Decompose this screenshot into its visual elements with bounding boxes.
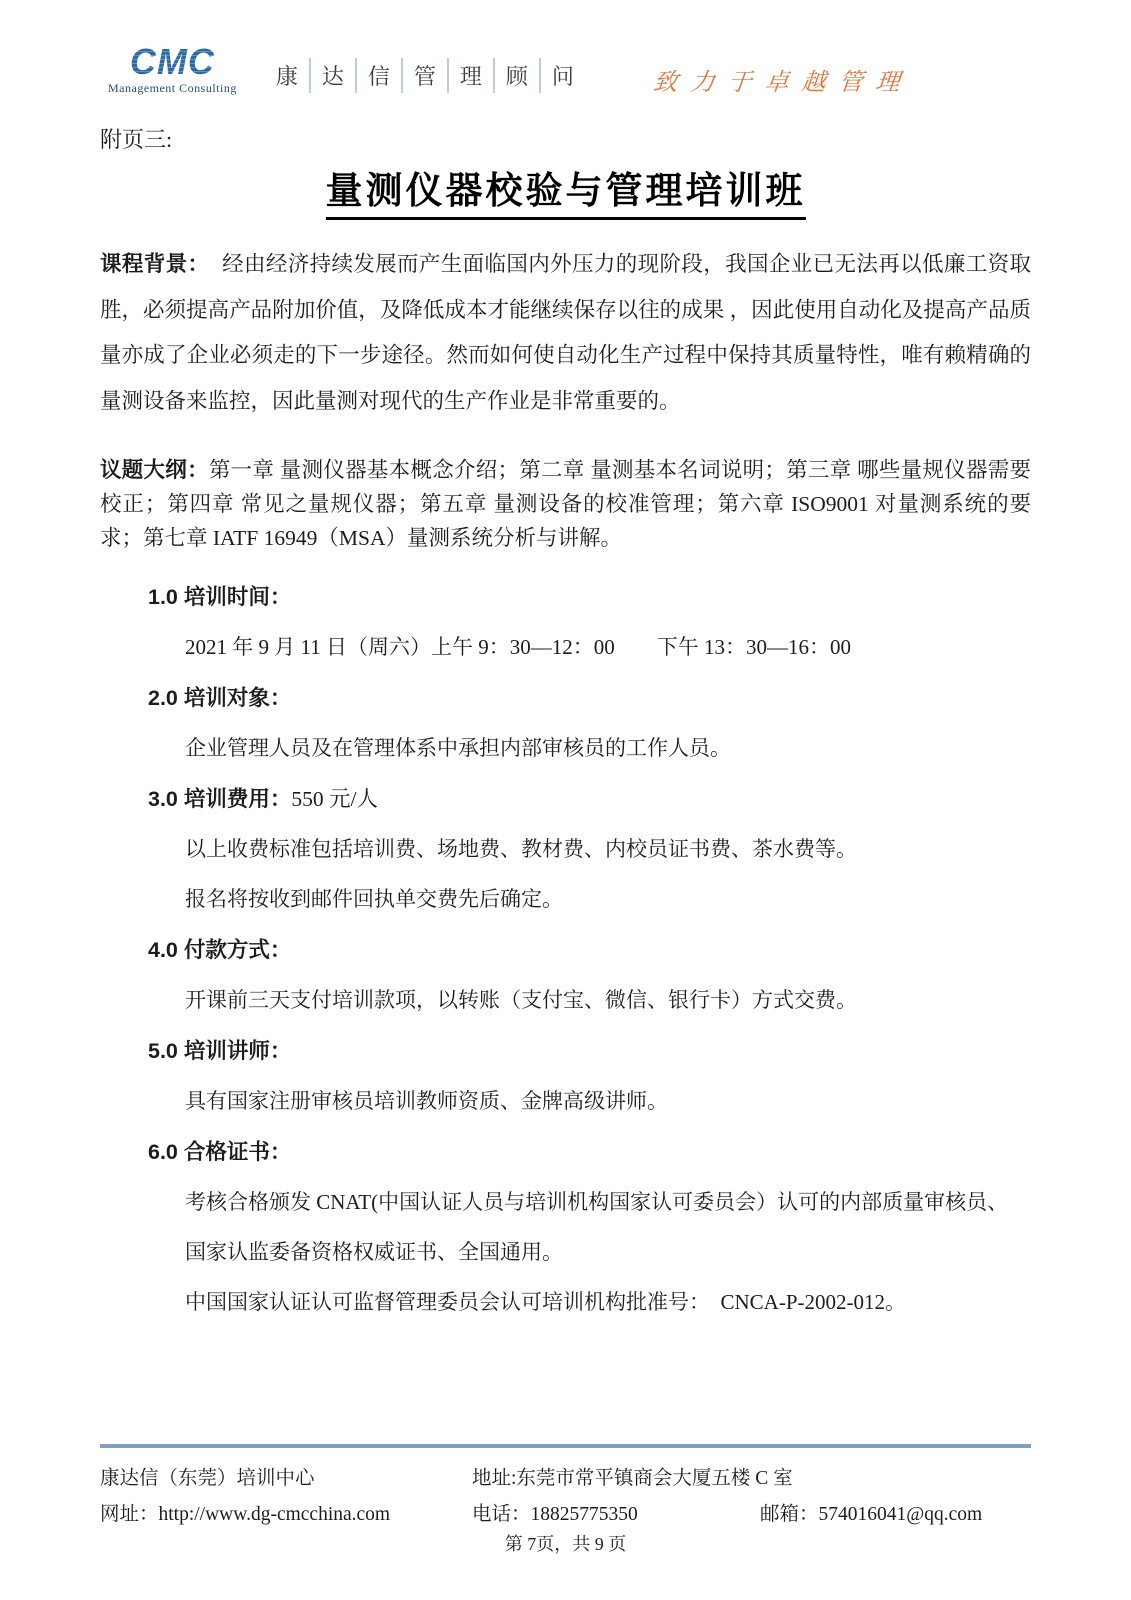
- section-line: 具有国家注册审核员培训教师资质、金牌高级讲师。: [185, 1089, 668, 1114]
- section-line: 国家认监委备资格权威证书、全国通用。: [185, 1240, 563, 1265]
- section-heading: [148, 681, 1031, 712]
- page-number: 第 7页，共 9 页: [504, 1534, 627, 1554]
- section-line: 企业管理人员及在管理体系中承担内部审核员的工作人员。: [185, 736, 731, 761]
- section-heading-text: 4.0 付款方式：: [148, 938, 292, 963]
- section-heading: [148, 782, 1031, 813]
- footer-email: 邮箱：574016041@qq.com: [760, 1504, 983, 1525]
- footer-website: 网址：http://www.dg-cmcchina.com: [100, 1504, 391, 1525]
- section-heading-text: 2.0 培训对象：: [148, 686, 292, 711]
- course-background-paragraph: [100, 242, 1031, 424]
- company-slogan: 致力于卓越管理: [652, 70, 914, 96]
- brand-char: 信: [357, 58, 403, 93]
- course-background-label: 课程背景：: [100, 252, 210, 276]
- section-training-time: [100, 580, 1031, 661]
- brand-char: 问: [551, 64, 574, 89]
- brand-char: 顾: [495, 58, 541, 93]
- section-heading: [148, 1135, 1031, 1166]
- section-line: 报名将按收到邮件回执单交费先后确定。: [185, 887, 563, 912]
- brand-name-characters: [265, 58, 585, 93]
- section-certificate: [100, 1135, 1031, 1316]
- section-heading-text: 3.0 培训费用：: [148, 787, 292, 812]
- footer-org-name: 康达信（东莞）培训中心: [100, 1468, 315, 1489]
- section-line: 中国国家认证认可监督管理委员会认可培训机构批准号： CNCA-P-2002-012。: [185, 1290, 907, 1315]
- section-heading: [148, 1034, 1031, 1065]
- brand-char: 达: [311, 58, 357, 93]
- appendix-label: 附页三:: [100, 127, 173, 152]
- document-title: 量测仪器校验与管理培训班: [326, 160, 806, 220]
- agenda-text: 第一章 量测仪器基本概念介绍；第二章 量测基本名词说明；第三章 哪些量规仪器需要校正；第四章 常见之量规仪器；第五章 量测设备的校准管理；第六章 ISO9001 对量测系统的要求；第七章 IATF 16949（MSA）量测系统分析与讲解。: [100, 458, 1031, 551]
- section-payment-method: [100, 933, 1031, 1014]
- section-heading: [148, 580, 1031, 611]
- section-line: 开课前三天支付培训款项，以转账（支付宝、微信、银行卡）方式交费。: [185, 988, 857, 1013]
- footer-phone: 电话：18825775350: [472, 1504, 638, 1525]
- brand-char: 管: [403, 58, 449, 93]
- section-training-fee: [100, 782, 1031, 913]
- fee-value: 550 元/人: [291, 787, 378, 812]
- agenda-paragraph: [100, 454, 1031, 556]
- course-background-text: 经由经济持续发展而产生面临国内外压力的现阶段，我国企业已无法再以低廉工资取胜，必须提高产品附加价值，及降低成本才能继续保存以往的成果 ，因此使用自动化及提高产品质量亦成了企业必须走的下一步途径。然而如何使自动化生产过程中保持其质量特性，唯有赖精确的量测设备来监控，因此量测对现代的生产作业是非常重要的。: [100, 252, 1031, 413]
- cmc-logo-subtitle: Management Consulting: [108, 81, 237, 95]
- section-line: 2021 年 9 月 11 日（周六）上午 9：30—12：00 下午 13：30—16：00: [185, 635, 851, 660]
- cmc-logo-text: CMC: [129, 41, 215, 82]
- page-header: [100, 0, 1031, 97]
- brand-char: 康: [265, 58, 311, 93]
- sections-list: [100, 580, 1031, 1316]
- brand-char: 理: [449, 58, 495, 93]
- agenda-label: 议题大纲：: [100, 458, 209, 483]
- section-trainer: [100, 1034, 1031, 1115]
- section-heading: [148, 933, 1031, 964]
- section-training-audience: [100, 681, 1031, 762]
- footer-address: 地址:东莞市常平镇商会大厦五楼 C 室: [472, 1468, 793, 1489]
- section-heading-text: 6.0 合格证书：: [148, 1140, 292, 1165]
- section-heading-text: 5.0 培训讲师：: [148, 1039, 292, 1064]
- page-footer: [100, 1444, 1031, 1534]
- section-line: 以上收费标准包括培训费、场地费、教材费、内校员证书费、茶水费等。: [185, 837, 857, 862]
- section-heading-text: 1.0 培训时间：: [148, 585, 292, 610]
- section-line: 考核合格颁发 CNAT(中国认证人员与培训机构国家认可委员会）认可的内部质量审核员、: [185, 1190, 1009, 1215]
- cmc-logo: [108, 41, 237, 95]
